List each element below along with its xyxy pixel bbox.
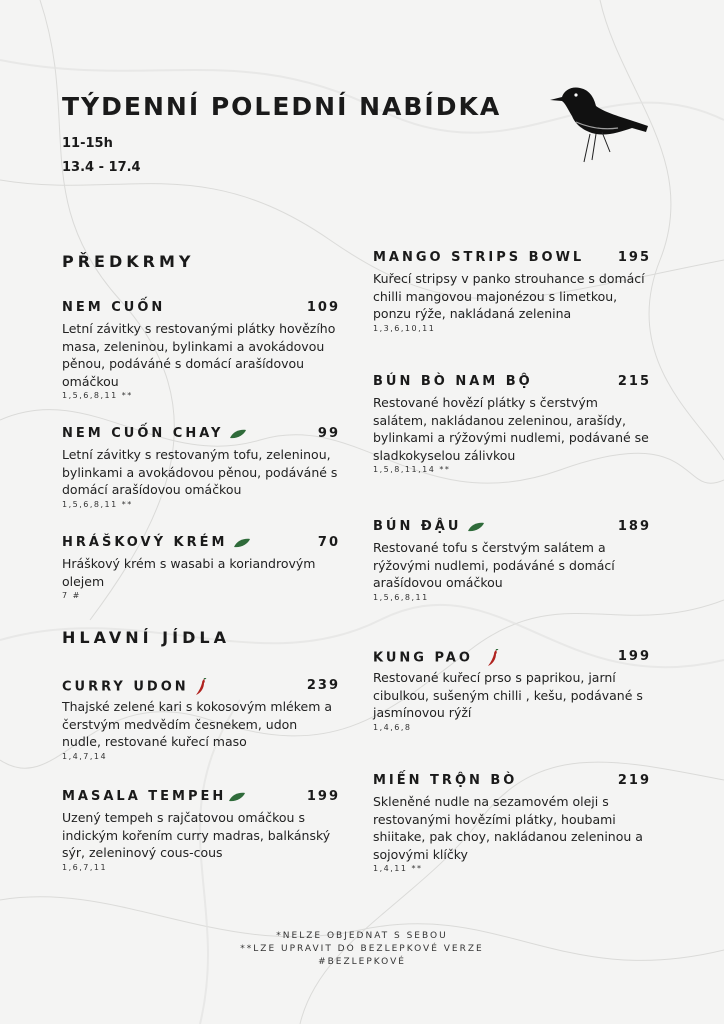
- allergen-codes: 1,5,6,8,11 **: [62, 499, 133, 509]
- dish-price: 199: [617, 649, 651, 664]
- dish-description: Uzený tempeh s rajčatovou omáčkou s indickým kořením curry madras, balkánský sýr, zeleninový cous-cous: [62, 810, 331, 860]
- allergen-codes: 1,4,6,8: [373, 722, 412, 732]
- footer-note-gluten-free: #BEZLEPKOVÉ: [318, 957, 406, 967]
- leaf-icon: [233, 538, 251, 548]
- allergen-codes: 1,5,6,8,11: [373, 592, 429, 602]
- chili-icon: [487, 649, 499, 667]
- bird-logo: [546, 82, 652, 164]
- dish-name: BÚN BÒ NAM BỘ: [373, 374, 533, 389]
- footer-note-takeaway: *NELZE OBJEDNAT S SEBOU: [276, 931, 448, 941]
- dish-price: 199: [306, 789, 340, 804]
- dish-description: Skleněné nudle na sezamovém oleji s restovanými hovězími plátky, houbami shiitake, pak choy, nakládanou zeleninou a sojovými klíčky: [373, 794, 643, 862]
- menu-item: [373, 773, 651, 873]
- footer-note-gluten-option: **LZE UPRAVIT DO BEZLEPKOVÉ VERZE: [240, 944, 484, 954]
- menu-item: [373, 374, 651, 474]
- dish-price: 215: [617, 374, 651, 389]
- dish-description: Letní závitky s restovanými plátky hovězího masa, zeleninou, bylinkami a avokádovou pěnou, podáváné s domácí arašídovou omáčkou: [62, 321, 336, 389]
- dish-description: Kuřecí stripsy v panko strouhance s domácí chilli mangovou majonézou s limetkou, ponzu rýže, nakládaná zelenina: [373, 271, 645, 321]
- dish-name: CURRY UDON: [62, 679, 189, 695]
- chili-icon: [195, 678, 207, 696]
- dish-description: Hráškový krém s wasabi a koriandrovým olejem: [62, 556, 316, 589]
- dish-price: 189: [617, 519, 651, 534]
- section-heading-mains: HLAVNÍ JÍDLA: [62, 628, 230, 647]
- menu-item: [62, 535, 340, 600]
- dish-name: NEM CUỐN: [62, 300, 166, 315]
- footer-notes: [0, 930, 724, 969]
- menu-item: [373, 649, 651, 732]
- allergen-codes: 7 #: [62, 591, 81, 600]
- dish-price: 99: [317, 426, 340, 441]
- dish-price: 70: [317, 535, 340, 550]
- allergen-codes: 1,3,6,10,11: [373, 323, 436, 333]
- leaf-icon: [229, 429, 247, 439]
- dish-price: 219: [617, 773, 651, 788]
- dish-price: 239: [306, 678, 340, 693]
- allergen-codes: 1,6,7,11: [62, 862, 108, 872]
- menu-item: [62, 426, 340, 509]
- dish-name: NEM CUỐN CHAY: [62, 426, 224, 441]
- dish-description: Restované hovězí plátky s čerstvým salátem, nakládanou zeleninou, arašídy, bylinkami a rýžovými nudlemi, podávané se sladkokyselou zálivkou: [373, 395, 649, 463]
- leaf-icon: [467, 522, 485, 532]
- dish-name: BÚN ĐẬU: [373, 519, 462, 534]
- dish-price: 109: [306, 300, 340, 315]
- dish-price: 195: [617, 250, 651, 265]
- date-range: 13.4 - 17.4: [62, 160, 141, 175]
- allergen-codes: 1,5,8,11,14 **: [373, 465, 451, 474]
- allergen-codes: 1,5,6,8,11 **: [62, 391, 133, 400]
- menu-item: [62, 789, 340, 872]
- section-heading-starters: PŘEDKRMY: [62, 252, 195, 271]
- dish-name: KUNG PAO: [373, 650, 473, 666]
- menu-item: [373, 519, 651, 602]
- dish-description: Restované tofu s čerstvým salátem a rýžovými nudlemi, podáváné s domácí arašídovou omáčkou: [373, 540, 615, 590]
- page-title: TÝDENNÍ POLEDNÍ NABÍDKA: [62, 92, 502, 121]
- opening-hours: 11-15h: [62, 136, 113, 151]
- allergen-codes: 1,4,7,14: [62, 751, 108, 761]
- allergen-codes: 1,4,11 **: [373, 864, 423, 873]
- menu-item: [373, 250, 651, 333]
- menu-item: [62, 678, 340, 761]
- dish-name: MANGO STRIPS BOWL: [373, 250, 585, 265]
- leaf-icon: [228, 792, 246, 802]
- dish-description: Restované kuřecí prso s paprikou, jarní cibulkou, sušeným chilli , kešu, podávané s jasmínovou rýží: [373, 670, 643, 720]
- dish-name: MASALA TEMPEH: [62, 789, 227, 804]
- dish-name: MIẾN TRỘN BÒ: [373, 773, 518, 788]
- menu-item: [62, 300, 340, 400]
- dish-description: Thajské zelené kari s kokosovým mlékem a čerstvým medvědím česnekem, udon nudle, restované kuřecí maso: [62, 699, 333, 749]
- dish-description: Letní závitky s restovaným tofu, zeleninou, bylinkami a avokádovou pěnou, podáváné s domácí arašídovou omáčkou: [62, 447, 338, 497]
- dish-name: HRÁŠKOVÝ KRÉM: [62, 535, 228, 550]
